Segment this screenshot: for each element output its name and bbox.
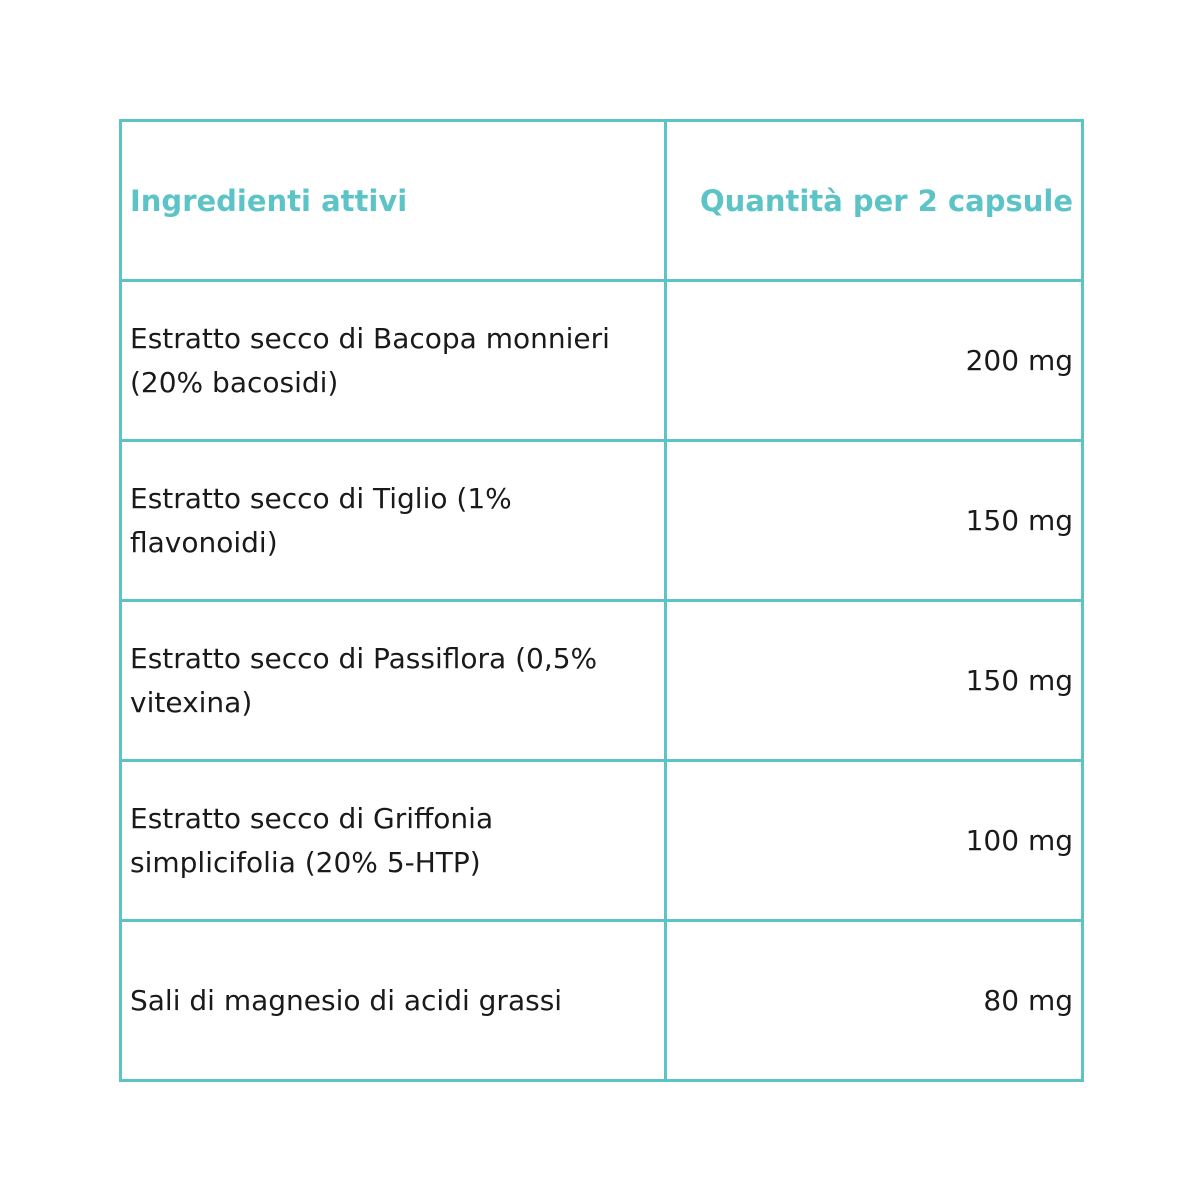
ingredients-table [119, 119, 1084, 1082]
ingredient-cell: Estratto secco di Tiglio (1% flavonoidi) [121, 441, 666, 601]
ingredient-cell: Estratto secco di Bacopa monnieri (20% bacosidi) [121, 281, 666, 441]
quantity-cell: 150 mg [666, 441, 1083, 601]
table-row [121, 441, 1083, 601]
header-ingredients: Ingredienti attivi [121, 121, 666, 281]
table-row [121, 281, 1083, 441]
ingredient-cell: Estratto secco di Passiflora (0,5% vitexina) [121, 601, 666, 761]
header-quantity: Quantità per 2 capsule [666, 121, 1083, 281]
quantity-cell: 150 mg [666, 601, 1083, 761]
table-row [121, 921, 1083, 1081]
ingredients-table-container [119, 119, 1081, 1081]
quantity-cell: 200 mg [666, 281, 1083, 441]
ingredient-cell: Estratto secco di Griffonia simplicifolia (20% 5-HTP) [121, 761, 666, 921]
quantity-cell: 80 mg [666, 921, 1083, 1081]
table-header-row [121, 121, 1083, 281]
quantity-cell: 100 mg [666, 761, 1083, 921]
table-row [121, 761, 1083, 921]
ingredient-cell: Sali di magnesio di acidi grassi [121, 921, 666, 1081]
table-row [121, 601, 1083, 761]
